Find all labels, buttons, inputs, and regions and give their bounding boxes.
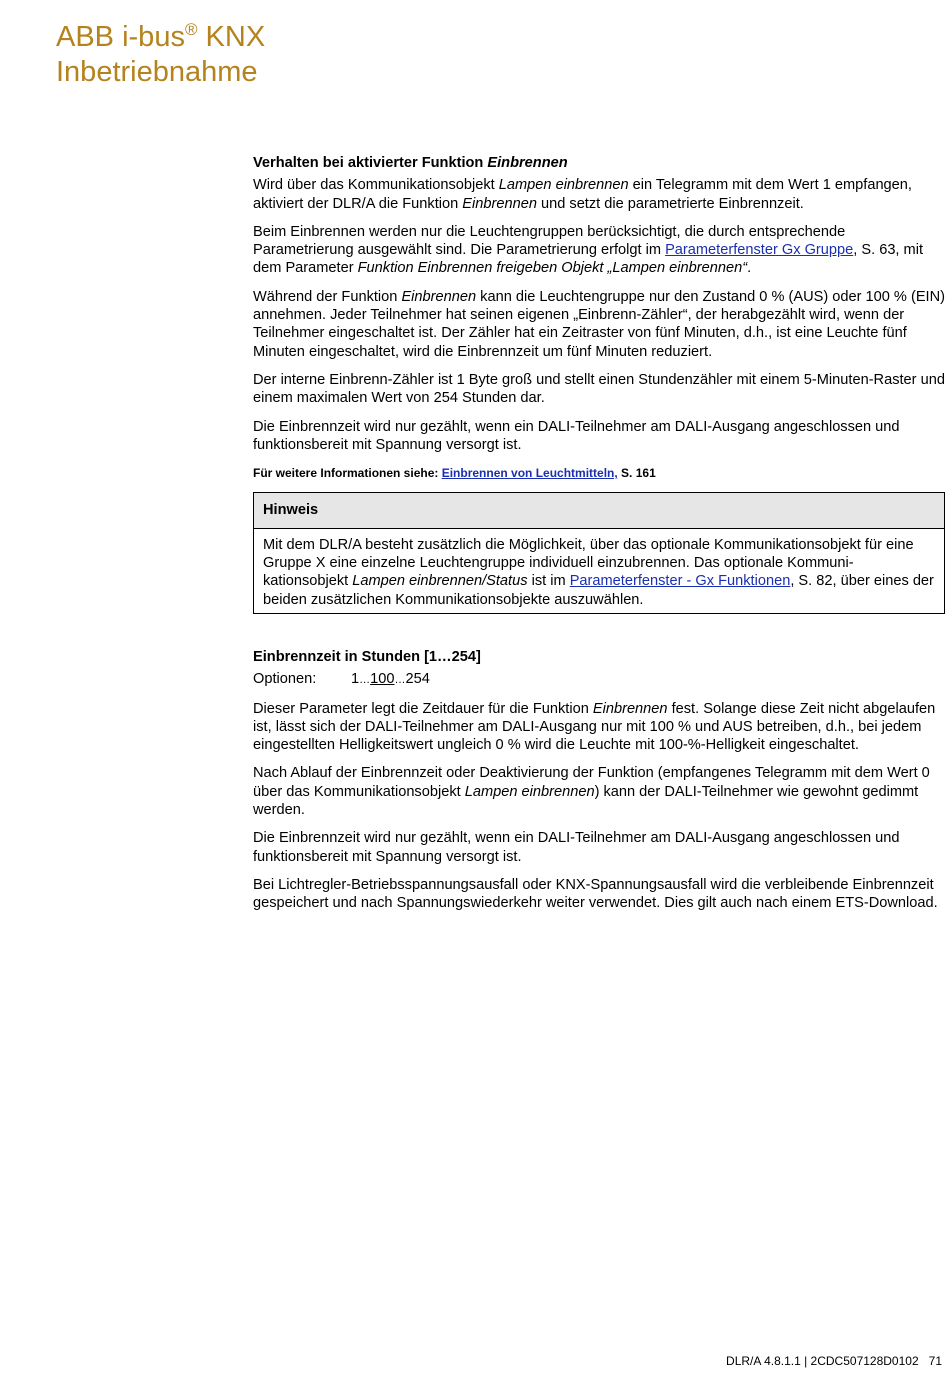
paragraph: Die Einbrennzeit wird nur gezählt, wenn ein DALI-Teilnehmer am DALI-Ausgang angeschlossen und funktionsbereit mit Spannung versorgt ist. — [253, 830, 900, 865]
paragraph: Wird über das Kommunikationsobjekt Lampen einbrennen ein Telegramm mit dem Wert 1 empfangen, aktiviert der DLR/A die Funktion Einbrennen und setzt die parametrierte Einbrennzeit. — [253, 177, 912, 212]
section-heading-einbrennzeit: Einbrennzeit in Stunden [1…254] — [253, 648, 481, 665]
default-value: 100 — [370, 671, 395, 688]
paragraph: Nach Ablauf der Einbrennzeit oder Deaktivierung der Funktion (empfangenes Telegramm mit dem Wert 0 über das Kommunikationsobjekt Lampen einbrennen) kann der DALI-Teilnehmer wie gewohnt gedimmt werden. — [253, 765, 930, 819]
header-chapter: Inbetriebnahme — [56, 56, 258, 88]
footer-doc-id: DLR/A 4.8.1.1 | 2CDC507128D0102 — [726, 1354, 919, 1368]
header-brand: ABB i-bus — [56, 21, 185, 53]
page-number: 71 — [928, 1354, 942, 1368]
page-header — [56, 12, 265, 90]
paragraph: Während der Funktion Einbrennen kann die Leuchtengruppe nur den Zustand 0 % (AUS) oder 100 % (EIN) annehmen. Jeder Teilnehmer hat seinen eigenen „Einbrenn-Zähler“, der herabgezählt wird, wenn der Teilnehmer eingeschaltet ist. Der Zähler hat ein Zeitraster von fünf Minuten, d.h., ist eine Leuchte fünf Minuten eingeschaltet, wird die Einbrennzeit um fünf Minuten reduziert. — [253, 288, 946, 360]
options-line: Optionen: 1…100…254 — [253, 671, 430, 688]
header-knx: KNX — [197, 21, 266, 53]
paragraph: Beim Einbrennen werden nur die Leuchtengruppen berücksichtigt, die durch entsprechende Parametrierung ausgewählt sind. Die Parametrierung erfolgt im Parameterfenster Gx Gruppe, S. 63, mit dem Parameter Funktion Einbrennen freigeben Objekt „Lampen einbrennen“. — [253, 223, 923, 277]
paragraph: Dieser Parameter legt die Zeitdauer für die Funktion Einbrennen fest. Solange diese Zeit nicht abgelaufen ist, lässt sich der DALI-Teilnehmer am DALI-Ausgang nur mit 100 % und AUS betreiben, d.h., bei jedem eingestellten Helligkeitswert ungleich 0 % wird die Leuchte mit 100-%-Helligkeit eingeschaltet. — [253, 700, 936, 754]
paragraph: Der interne Einbrenn-Zähler ist 1 Byte groß und stellt einen Stundenzähler mit einem 5-Minuten-Raster und einem maximalen Wert von 254 Stunden dar. — [253, 371, 945, 407]
link-parameterfenster-funktionen[interactable]: Parameterfenster - Gx Funktionen — [569, 573, 791, 590]
options-label: Optionen: — [253, 671, 317, 688]
more-info-reference: Für weitere Informationen siehe: Einbrennen von Leuchtmitteln, S. 161 — [253, 466, 656, 481]
section-heading-behavior: Verhalten bei aktivierter Funktion Einbrennen — [253, 155, 568, 171]
note-box — [253, 492, 945, 613]
paragraph: Bei Lichtregler-Betriebsspannungsausfall oder KNX-Spannungsausfall wird die verbleibende Einbrennzeit gespeichert und nach Spannungswiederkehr weiter verwendet. Dies gilt auch nach einem ETS-Download. — [253, 876, 938, 912]
main-content — [253, 154, 945, 923]
page-footer — [726, 1354, 942, 1368]
note-body: Mit dem DLR/A besteht zusätzlich die Möglichkeit, über das optionale Kommunikationsobjekt für eine Gruppe X eine einzelne Leuchtengruppe individuell einzubrennen. Das optionale Kommuni-kationsobjekt Lampen einbrennen/Status ist im Parameterfenster - Gx Funktionen, S. 82, über eines der beiden zusätzlichen Kommunikationsobjekte auszuwählen. — [263, 536, 934, 608]
header-product — [56, 12, 265, 55]
link-einbrennen-leuchtmittel[interactable]: Einbrennen von Leuchtmitteln, — [441, 466, 618, 481]
link-parameterfenster-gruppe[interactable]: Parameterfenster Gx Gruppe — [665, 242, 854, 259]
note-title: Hinweis — [254, 493, 944, 528]
paragraph: Die Einbrennzeit wird nur gezählt, wenn ein DALI-Teilnehmer am DALI-Ausgang angeschlossen und funktionsbereit mit Spannung versorgt ist. — [253, 418, 900, 453]
registered-mark: ® — [184, 20, 198, 39]
